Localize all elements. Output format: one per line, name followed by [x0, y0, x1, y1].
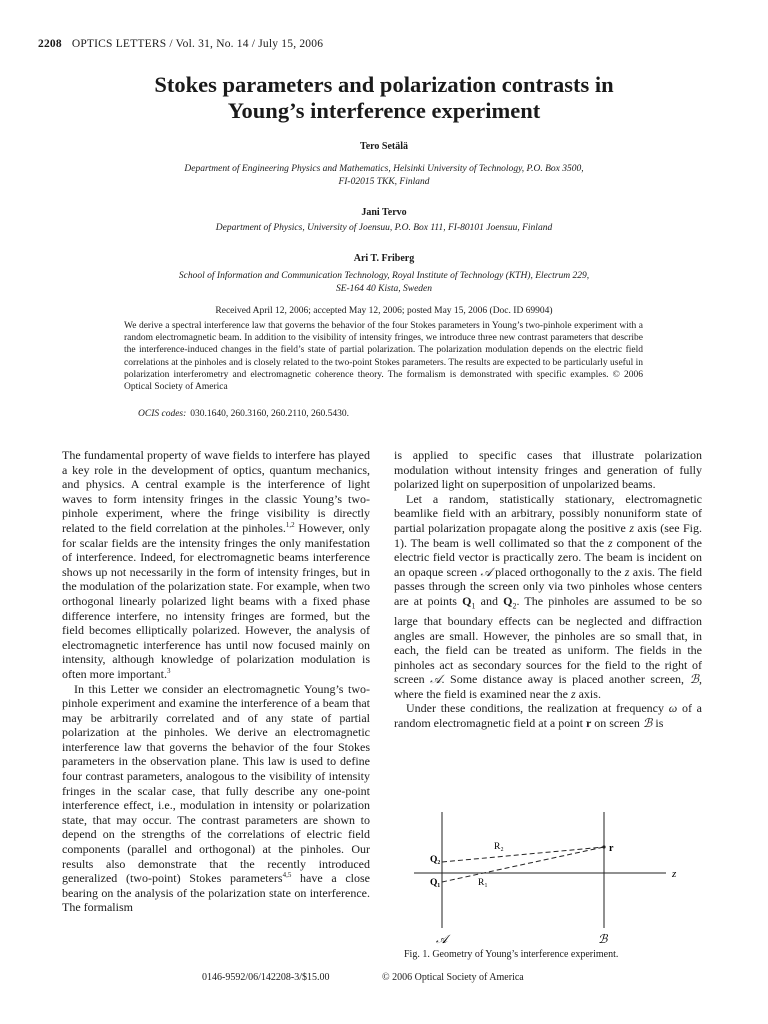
- paragraph: The fundamental property of wave fields to interfere has played a key role in the development of optics, quantum mechanics, and physics. A central example is the interference of light waves to form intensity fringes in the classic Young’s two-pinhole experiment, where the fringe visibility is directly related to the field correlation at the pinholes.$^{1,2}$ However, only for scalar fields are the intensity fringes the only manifestation of interference. Indeed, for electromagnetic beams interference shows up not necessarily in the form of intensity fringes, but in the modulation of the polarization state. For example, when two orthogonal linearly polarized light beams with a fixed phase difference interfere, no intensity fringes are formed, but the field becomes elliptically polarized. However, the analysis of electromagnetic interference has until now focused mainly on intensity, although knowledge of polarization modulation is often more important.$^3$: [62, 448, 370, 681]
- page-number: 2208: [38, 38, 62, 50]
- author-name: Jani Tervo: [361, 207, 407, 218]
- author-affiliation: School of Information and Communication Technology, Royal Institute of Technology (KTH), Electrum 229, SE-164 40 Kista, Sweden: [178, 271, 590, 294]
- running-header: [38, 38, 323, 50]
- point-r: [602, 845, 605, 848]
- label-b: ℬ: [598, 932, 608, 946]
- received-dates: Received April 12, 2006; accepted May 12, 2006; posted May 15, 2006 (Doc. ID 69904): [215, 306, 553, 316]
- label-r: r: [609, 843, 614, 854]
- ray-r1: [442, 847, 604, 882]
- footer-copyright: © 2006 Optical Society of America: [382, 972, 524, 983]
- label-r1: R₁: [478, 878, 488, 888]
- ocis-label: OCIS codes:: [138, 409, 187, 419]
- author-affiliation: Department of Physics, University of Joensuu, P.O. Box 111, FI-80101 Joensuu, Finland: [215, 223, 553, 233]
- paper-title: [60, 72, 708, 124]
- title-line-1: Stokes parameters and polarization contrasts in: [154, 72, 614, 97]
- abstract: We derive a spectral interference law that governs the behavior of the four Stokes parameters in Young’s two-pinhole experiment with a random electromagnetic beam. In addition to the visibility of intensity fringes, we introduce three new contrast parameters that describe the interference-induced changes in the field’s state of partial polarization. The polarization modulation depends on the electric field correlations at the pinholes and is closely related to the two-point Stokes parameters. The results are expected to be particularly useful in polarization interferometry and electromagnetic coherence theory. The formalism is demonstrated with specific examples. © 2006 Optical Society of America: [124, 321, 643, 393]
- left-column: [62, 448, 370, 915]
- paragraph: Under these conditions, the realization at frequency ω of a random electromagnetic field at a point r on screen ℬ is: [394, 701, 702, 731]
- paragraph: In this Letter we consider an electromagnetic Young’s two-pinhole experiment and examine the interference of a beam that may be arbitrarily correlated and of any state of partial polarization at the pinholes. We derive an electromagnetic interference law that governs the behavior of the four Stokes parameters in the observation plane. This law is used to define four contrast parameters, analogous to the visibility of intensity fringes in the scalar case, that fully describe any one-point interference effect, i.e., modulation in intensity or polarization state, that may occur. The contrast parameters are shown to depend on the strengths of the correlations of electric field components (parallel and orthogonal) at the pinholes. Our results also demonstrate that the recently introduced generalized (two-point) Stokes parameters$^{4,5}$ have a close bearing on the analysis of the polarization state on interference. The formalism: [62, 681, 371, 915]
- title-line-2: Young’s interference experiment: [227, 98, 541, 123]
- author-name: Ari T. Friberg: [353, 253, 415, 264]
- paragraph: Let a random, statistically stationary, electromagnetic beamlike field with an arbitrary, possibly nonuniform state of partial polarization propagate along the positive z axis (see Fig. 1). The beam is well collimated so that the z component of the electric field vector is practically zero. The beam is incident on an opaque screen 𝒜 placed orthogonally to the z axis. The field passes through the screen only via two pinholes whose centers are at points $Q_1$ and $Q_2$. The pinholes are assumed to be so large that boundary effects can be neglected and diffraction angles are small. However, the pinholes are so small that, in each, the field can be treated as uniform. The fields in the pinholes act as secondary sources for the field to the right of screen 𝒜. Some distance away is placed another screen, ℬ, where the field is examined near the z axis.: [394, 491, 702, 701]
- ray-r2: [442, 847, 604, 862]
- footer-code: 0146-9592/06/142208-3/$15.00: [202, 972, 330, 983]
- right-column: [394, 448, 702, 731]
- label-r2: R₂: [494, 842, 504, 852]
- journal-info: OPTICS LETTERS / Vol. 31, No. 14 / July 15, 2006: [71, 38, 324, 50]
- paragraph: is applied to specific cases that illustrate polarization modulation without intensity fringes and generation of fully polarized light on superposition of unpolarized beams.: [394, 448, 702, 492]
- figure-caption: Fig. 1. Geometry of Young’s interference experiment.: [404, 949, 619, 960]
- author-affiliation: Department of Engineering Physics and Mathematics, Helsinki University of Technology, P.O. Box 3500, FI-02015 TKK, Finland: [184, 164, 584, 187]
- ocis-values: 030.1640, 260.3160, 260.2110, 260.5430.: [190, 409, 350, 419]
- label-q2: Q₂: [430, 855, 441, 865]
- label-q1: Q₁: [430, 878, 441, 888]
- figure-geometry: [404, 810, 694, 950]
- label-z: z: [672, 868, 677, 880]
- label-a: 𝒜: [436, 932, 448, 946]
- ocis-codes: [138, 409, 349, 419]
- author-name: Tero Setälä: [359, 141, 409, 152]
